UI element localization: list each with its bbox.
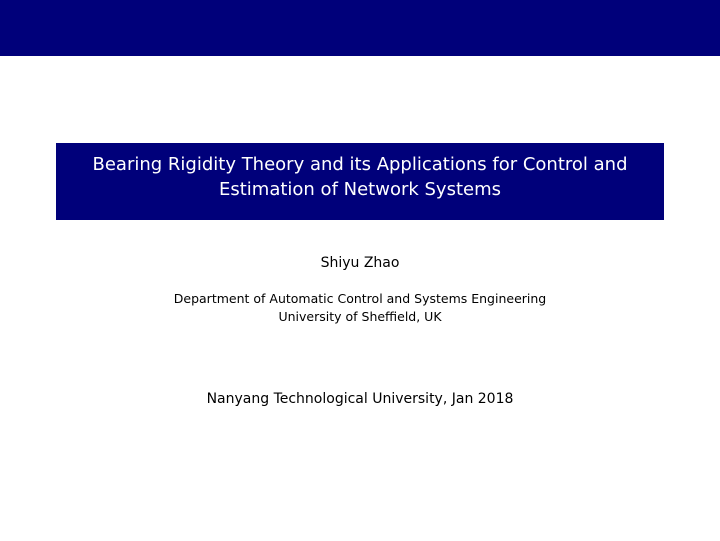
affiliation-university: University of Sheffield, UK [278, 309, 442, 324]
title-line-1: Bearing Rigidity Theory and its Applications for Control and [92, 154, 628, 175]
venue-date: Nanyang Technological University, Jan 2018 [206, 391, 514, 407]
affiliation [0, 290, 720, 326]
title-box [56, 143, 664, 220]
affiliation-department: Department of Automatic Control and Systems Engineering [173, 291, 547, 306]
header-bar [0, 0, 720, 56]
author-name: Shiyu Zhao [320, 255, 400, 271]
title-line-2: Estimation of Network Systems [218, 179, 502, 200]
